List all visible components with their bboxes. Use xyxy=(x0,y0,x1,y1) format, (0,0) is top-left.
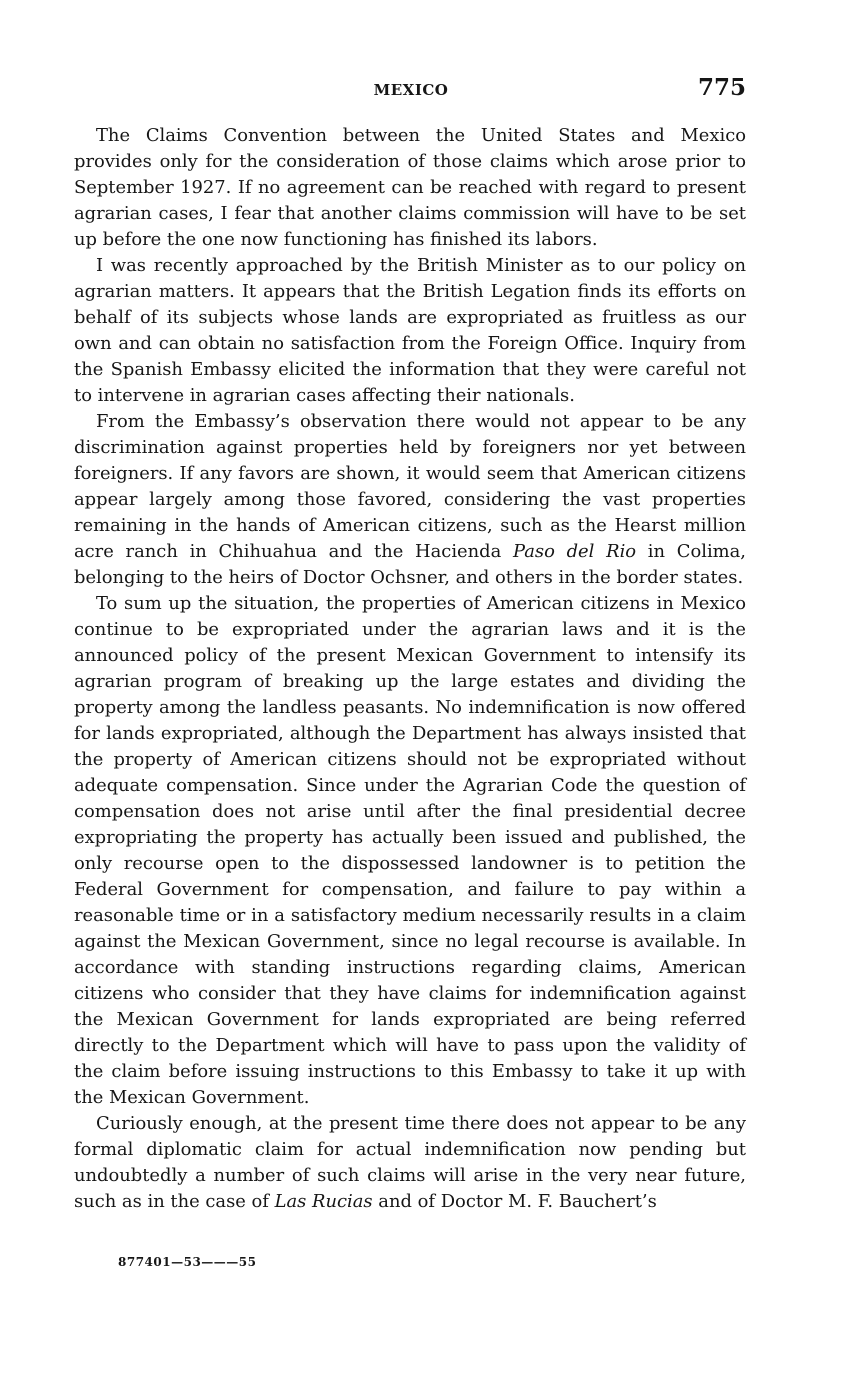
paragraph-text: and of Doctor M. F. Bauchert’s xyxy=(372,1191,657,1212)
paragraph-claims-convention: The Claims Convention between the United States and Mexico provides only for the consideration of those claims which arose prior to September 1927. If no agreement can be reached with regard to present agrarian cases, I fear that another claims commission will have to be set up before the one now functioning has finished its labors. xyxy=(74,125,746,250)
paragraph-embassy-observation xyxy=(74,409,746,591)
paragraph-text: From the Embassy’s observation there would not appear to be any discrimination against properties held by foreigners nor yet between foreigners. If any favors are shown, it would seem that American citizens appear largely among those favored, considering the vast properties remaining in the hands of American citizens, such as the Hearst million acre ranch in Chihuahua and the Hacienda xyxy=(74,411,746,562)
footer-print-code: 877401—53———55 xyxy=(118,1255,257,1269)
section-title: MEXICO xyxy=(373,81,449,99)
paragraph-summary: To sum up the situation, the properties of American citizens in Mexico continue to be expropriated under the agrarian laws and it is the announced policy of the present Mexican Government to intensify its agrarian program of breaking up the large estates and dividing the property among the landless peasants. No indemnification is now offered for lands expropriated, although the Department has always insisted that the property of American citizens should not be expropriated without adequate compensation. Since under the Agrarian Code the question of compensation does not arise until after the final presidential decree expropriating the property has actually been issued and published, the only recourse open to the dispossessed landowner is to petition the Federal Government for compensation, and failure to pay within a reasonable time or in a satisfactory medium necessarily results in a claim against the Mexican Government, since no legal recourse is available. In accordance with standing instructions regarding claims, American citizens who consider that they have claims for indemnification against the Mexican Government for lands expropriated are being referred directly to the Department which will have to pass upon the validity of the claim before issuing instructions to this Embassy to take it up with the Mexican Government. xyxy=(74,593,746,1108)
body-text xyxy=(74,123,746,1215)
italic-place-name: Las Rucias xyxy=(274,1191,373,1212)
paragraph-text: Curiously enough, at the present time there does not appear to be any formal diplomatic claim for actual indemnification now pending but undoubtedly a number of such claims will arise in the very near future, such as in the case of xyxy=(74,1113,746,1212)
paragraph-british-minister: I was recently approached by the British Minister as to our policy on agrarian matters. It appears that the British Legation finds its efforts on behalf of its subjects whose lands are expropriated as fruitless as our own and can obtain no satisfaction from the Foreign Office. Inquiry from the Spanish Embassy elicited the information that they were careful not to intervene in agrarian cases affecting their nationals. xyxy=(74,255,746,406)
italic-place-name: Paso del Rio xyxy=(513,541,637,562)
page-number: 775 xyxy=(697,74,746,101)
paragraph-pending-claims xyxy=(74,1111,746,1215)
paragraph-text: in Colima, belonging to the heirs of Doctor Ochsner, and others in the border states. xyxy=(74,541,746,588)
running-head xyxy=(74,74,748,108)
